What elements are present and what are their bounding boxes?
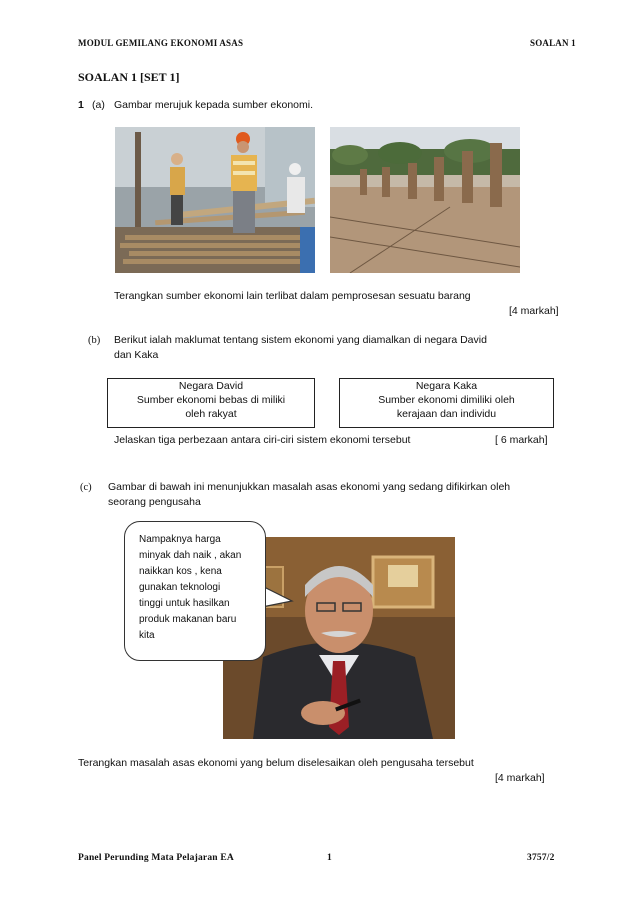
part-b-question: Jelaskan tiga perbezaan antara ciri-ciri sistem ekonomi tersebut xyxy=(114,434,411,446)
box-david-line2: Sumber ekonomi bebas di miliki xyxy=(136,394,286,406)
footer-page-number: 1 xyxy=(327,853,332,863)
part-a-question: Terangkan sumber ekonomi lain terlibat dalam pemprosesan sesuatu barang xyxy=(114,290,471,302)
part-b-intro-line1: Berikut ialah maklumat tentang sistem ekonomi yang diamalkan di negara David xyxy=(114,334,487,346)
part-a-marks: [4 markah] xyxy=(509,305,559,317)
part-a-label: (a) xyxy=(92,99,105,111)
footer-right: 3757/2 xyxy=(527,853,555,863)
box-david-line3: oleh rakyat xyxy=(185,408,237,420)
box-kaka-line3: kerajaan dan individu xyxy=(396,408,497,420)
page-title: SOALAN 1 [SET 1] xyxy=(78,70,180,84)
speech-bubble xyxy=(124,521,266,661)
question-number: 1 xyxy=(78,99,84,111)
construction-site-photo xyxy=(330,127,520,273)
bubble-line: gunakan teknologi xyxy=(139,582,221,593)
box-negara-david xyxy=(107,378,315,428)
bubble-line: produk makanan baru xyxy=(139,614,237,625)
bubble-line: Nampaknya harga xyxy=(139,534,221,545)
part-b-marks: [ 6 markah] xyxy=(495,434,548,446)
part-a-intro: Gambar merujuk kepada sumber ekonomi. xyxy=(114,99,314,111)
box-kaka-line2: Sumber ekonomi dimiliki oleh xyxy=(378,394,515,406)
bubble-line: tinggi untuk hasilkan xyxy=(139,598,230,609)
box-david-line1: Negara David xyxy=(178,380,244,392)
box-negara-kaka xyxy=(339,378,554,428)
header-right: SOALAN 1 xyxy=(530,38,576,48)
bubble-line: kita xyxy=(139,630,155,641)
workers-photo xyxy=(115,127,315,273)
header-left: MODUL GEMILANG EKONOMI ASAS xyxy=(78,38,244,48)
bubble-line: minyak dah naik , akan xyxy=(139,550,242,561)
part-b-label: (b) xyxy=(88,335,101,346)
part-c-label: (c) xyxy=(80,482,92,493)
part-c-marks: [4 markah] xyxy=(495,772,545,784)
footer-left: Panel Perunding Mata Pelajaran EA xyxy=(78,853,234,863)
part-c-intro-line1: Gambar di bawah ini menunjukkan masalah asas ekonomi yang sedang difikirkan oleh xyxy=(108,481,511,493)
bubble-line: naikkan kos , kena xyxy=(139,566,222,577)
part-c-question: Terangkan masalah asas ekonomi yang belum diselesaikan oleh pengusaha tersebut xyxy=(78,757,474,769)
part-b-intro-line2: dan Kaka xyxy=(114,349,159,361)
part-c-intro-line2: seorang pengusaha xyxy=(108,496,201,508)
box-kaka-line1: Negara Kaka xyxy=(415,380,478,392)
